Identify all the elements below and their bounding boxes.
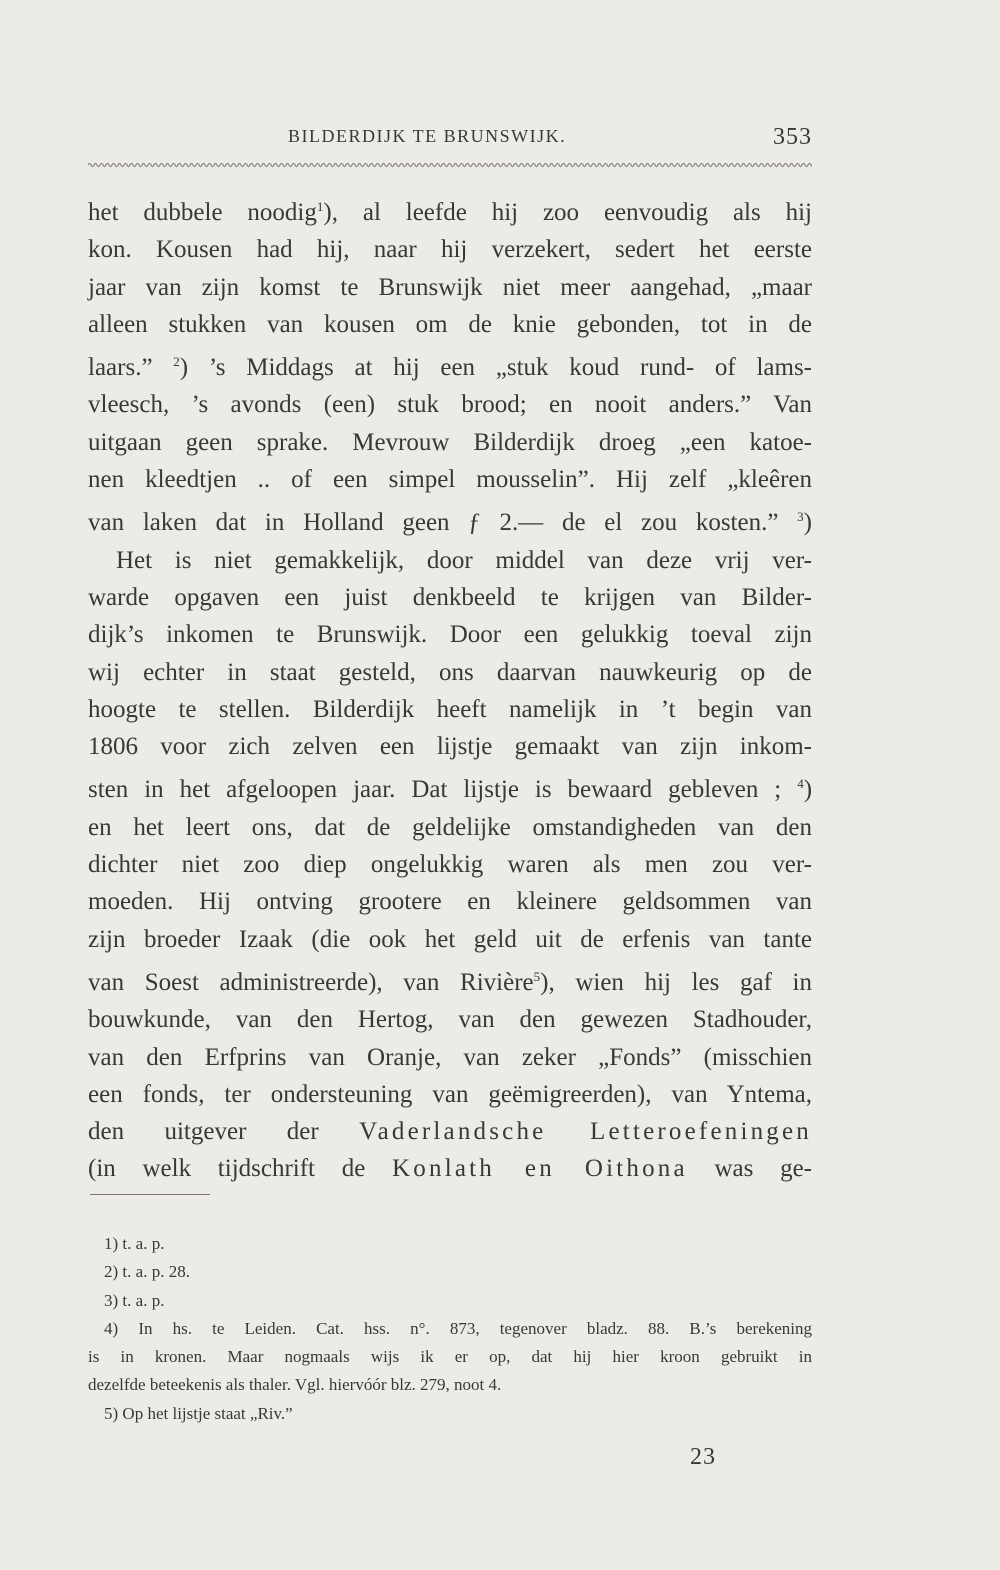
footnote-4-cont: is in kronen. Maar nogmaals wijs ik er op, dat hij hier kroon gebruikt in: [88, 1347, 812, 1367]
text-line: kon. Kousen had hij, naar hij verzekert, sedert het eerste: [88, 236, 812, 264]
footnote-ref: 1: [316, 199, 324, 214]
running-header: [88, 122, 812, 162]
text-line: nen kleedtjen .. of een simpel mousselin”. Hij zelf „kleêren: [88, 466, 812, 494]
text-line: warde opgaven een juist denkbeeld te krijgen van Bilder-: [88, 583, 812, 611]
text-line: van laken dat in Holland geen ƒ 2.— de el zou kosten.” $^3$): [88, 509, 812, 537]
text-line: wij echter in staat gesteld, ons daarvan nauwkeurig op de: [88, 658, 812, 686]
text-line: moeden. Hij ontving grootere en kleinere geldsommen van: [88, 888, 812, 916]
footnote-5: 5) Op het lijstje staat „Riv.”: [104, 1403, 293, 1423]
text-line: bouwkunde, van den Hertog, van den gewezen Stadhouder,: [88, 1006, 812, 1034]
text-line: laars.” $^2$) ’s Middags at hij een „stuk koud rund- of lams-: [88, 354, 812, 382]
footnote-4-cont: dezelfde beteekenis als thaler. Vgl. hiervóór blz. 279, noot 4.: [88, 1375, 502, 1395]
text-line: en het leert ons, dat de geldelijke omstandigheden van den: [88, 813, 812, 841]
text-line: van den Erfprins van Oranje, van zeker „Fonds” (misschien: [88, 1043, 812, 1071]
text-line: hoogte te stellen. Bilderdijk heeft namelijk in ’t begin van: [88, 695, 812, 723]
footnote-ref: 3: [797, 509, 804, 525]
text-line: het dubbele noodig$^1$), al leefde hij zoo eenvoudig als hij: [88, 199, 812, 226]
text-line: den uitgever der Vaderlandsche Letteroefeningen: [88, 1118, 812, 1146]
footnote-3: 3) t. a. p.: [104, 1290, 165, 1310]
text-line: Het is niet gemakkelijk, door middel van deze vrij ver-: [116, 546, 812, 574]
text-line: dichter niet zoo diep ongelukkig waren als men zou ver-: [88, 851, 812, 879]
text-line: sten in het afgeloopen jaar. Dat lijstje is bewaard gebleven ; $^4$): [88, 776, 813, 804]
text-line: zijn broeder Izaak (die ook het geld uit de erfenis van tante: [88, 925, 812, 953]
text-line: een fonds, ter ondersteuning van geëmigreerden), van Yntema,: [88, 1080, 812, 1108]
footnote-ref: 4: [797, 776, 804, 792]
text-line: alleen stukken van kousen om de knie gebonden, tot in de: [88, 310, 812, 338]
text-line: vleesch, ’s avonds (een) stuk brood; en nooit anders.” Van: [88, 391, 812, 419]
text-line: (in welk tijdschrift de Konlath en Oithona was ge-: [88, 1155, 813, 1183]
spaced-title: Konlath en Oithona: [392, 1155, 688, 1183]
text-line: 1806 voor zich zelven een lijstje gemaakt van zijn inkom-: [88, 733, 812, 761]
page-number: 353: [773, 124, 812, 150]
text-line: uitgaan geen sprake. Mevrouw Bilderdijk droeg „een katoe-: [88, 428, 812, 456]
text-line: jaar van zijn komst te Brunswijk niet meer aangehad, „maar: [88, 273, 812, 301]
footnote-ref: 5: [533, 968, 541, 984]
running-title: BILDERDIJK TE BRUNSWIJK.: [288, 126, 567, 146]
wavy-header-rule: [88, 160, 812, 170]
signature-mark: 23: [690, 1444, 716, 1470]
text-line: dijk’s inkomen te Brunswijk. Door een gelukkig toeval zijn: [88, 621, 812, 649]
footnote-separator: [90, 1194, 210, 1195]
footnote-2: 2) t. a. p. 28.: [104, 1262, 190, 1282]
footnote-4: 4) In hs. te Leiden. Cat. hss. n°. 873, tegenover bladz. 88. B.’s berekening: [104, 1318, 813, 1338]
footnotes: [88, 1230, 812, 1428]
footnote-1: 1) t. a. p.: [104, 1234, 165, 1253]
spaced-title: Vaderlandsche Letteroefeningen: [359, 1118, 812, 1146]
footnote-ref: 2: [173, 354, 180, 370]
main-text: [88, 188, 812, 1188]
text-line: van Soest administreerde), van Rivière$^5$), wien hij les gaf in: [88, 968, 813, 996]
